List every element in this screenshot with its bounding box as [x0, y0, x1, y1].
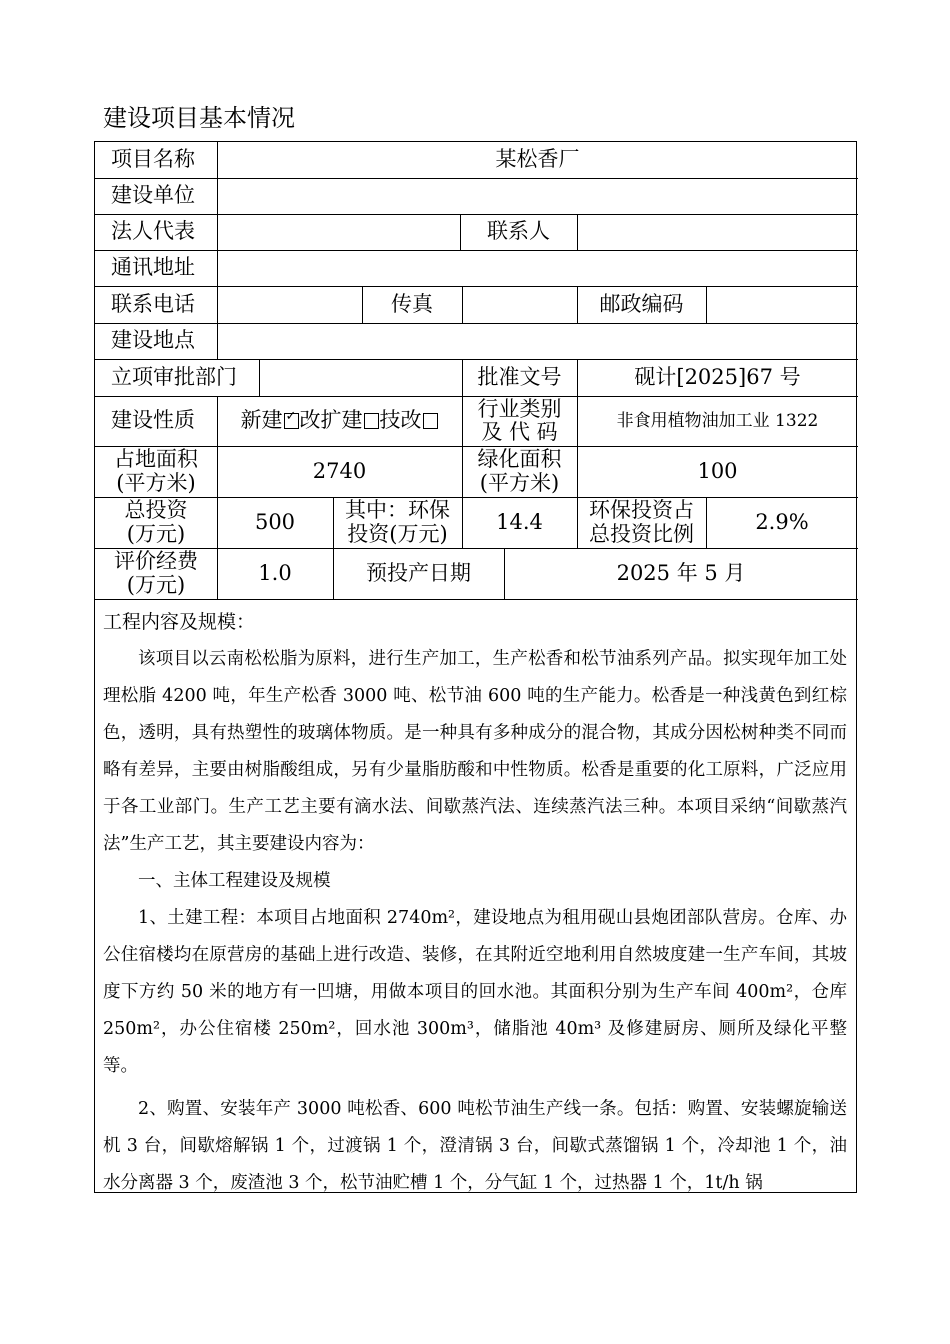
nature-expand-checkbox[interactable] — [364, 413, 379, 429]
project-name-label: 项目名称 — [111, 147, 195, 172]
industry-label — [462, 396, 577, 446]
approval-no-label: 批准文号 — [477, 364, 562, 389]
approval-dept-label: 立项审批部门 — [111, 364, 237, 389]
env-ratio-label-line2: 总投资比例 — [589, 521, 694, 546]
start-date-value: 2025 年 5 月 — [616, 560, 746, 585]
phone-label: 联系电话 — [111, 291, 195, 316]
area-label — [95, 446, 217, 497]
invest-label-line1: 总投资 — [124, 498, 188, 523]
content-paragraph-equipment: 2、购置、安装年产 3000 吨松香、600 吨松节油生产线一条。包括：购置、安装螺旋输送机 3 台，间歇熔解锅 1 个，过渡锅 1 个，澄清锅 3 台，间歇式蒸馏锅 1 个，冷却池 1 个，油水分离器 3 个，废渣池 3 个，松节油贮槽 1 个，分气缸 1 个，过热器 1 个，1t/h 锅 — [103, 1099, 847, 1193]
legal-rep-label: 法人代表 — [111, 219, 195, 244]
area-value: 2740 — [312, 458, 367, 483]
green-value: 100 — [697, 458, 738, 483]
eval-fee-label — [95, 548, 217, 599]
col-divider — [706, 286, 707, 323]
env-ratio-label — [577, 497, 706, 548]
content-heading: 工程内容及规模： — [103, 611, 256, 633]
start-date-label: 预投产日期 — [366, 560, 471, 585]
content-section-heading: 一、主体工程建设及规模 — [138, 871, 331, 891]
contact-label: 联系人 — [487, 219, 550, 244]
invest-value: 500 — [254, 509, 296, 534]
env-ratio-label-line1: 环保投资占 — [589, 498, 694, 523]
nature-expand-label: 改扩建 — [299, 408, 363, 433]
nature-new-checkbox[interactable] — [284, 413, 299, 429]
page-title: 建设项目基本情况 — [103, 104, 295, 132]
col-divider — [259, 359, 260, 396]
project-content — [103, 604, 847, 1202]
nature-label: 建设性质 — [111, 408, 195, 433]
env-invest-label — [333, 497, 462, 548]
env-invest-value: 14.4 — [496, 509, 543, 534]
invest-label — [95, 497, 217, 548]
env-ratio-value: 2.9% — [755, 509, 809, 534]
env-invest-label-line2: 投资(万元) — [347, 521, 448, 546]
invest-label-line2: (万元) — [126, 521, 186, 546]
green-label-line1: 绿化面积 — [477, 447, 562, 472]
eval-fee-label-line1: 评价经费 — [114, 549, 198, 574]
col-divider — [462, 286, 463, 323]
builder-label: 建设单位 — [111, 183, 195, 208]
project-name-value: 某松香厂 — [495, 147, 580, 172]
industry-value: 非食用植物油加工业 1322 — [616, 410, 819, 431]
row-divider — [95, 599, 858, 600]
address-label: 通讯地址 — [111, 255, 195, 280]
nature-tech-label: 技改 — [379, 408, 422, 433]
area-label-line2: (平方米) — [116, 470, 196, 495]
content-paragraph-intro: 该项目以云南松松脂为原料，进行生产加工，生产松香和松节油系列产品。拟实现年加工处理松脂 4200 吨，年生产松香 3000 吨、松节油 600 吨的生产能力。松香是一种浅黄色到红棕色，透明，具有热塑性的玻璃体物质。是一种具有多种成分的混合物，其成分因松树种类不同而略有差异，主要由树脂酸组成，另有少量脂肪酸和中性物质。松香是重要的化工原料，广泛应用于各工业部门。生产工艺主要有滴水法、间歇蒸汽法、连续蒸汽法三种。本项目采纳“间歇蒸汽法”生产工艺，其主要建设内容为： — [103, 649, 847, 854]
approval-no-value: 砚计[2025]67 号 — [634, 364, 801, 389]
industry-label-line1: 行业类别 — [477, 396, 562, 421]
green-label-line2: (平方米) — [479, 470, 560, 495]
postcode-label: 邮政编码 — [599, 291, 684, 316]
content-paragraph-civil: 1、土建工程：本项目占地面积 2740m²，建设地点为租用砚山县炮团部队营房。仓库、办公住宿楼均在原营房的基础上进行改造、装修，在其附近空地利用自然坡度建一生产车间，其坡度下方约 50 米的地方有一凹塘，用做本项目的回水池。其面积分别为生产车间 400m²，仓库 250m²，办公住宿楼 250m²，回水池 300m³，储脂池 40m³ 及修建厨房、厕所及绿化平整等。 — [103, 908, 847, 1076]
industry-label-line2: 及 代 码 — [481, 420, 558, 444]
green-label — [462, 446, 577, 497]
eval-fee-label-line2: (万元) — [126, 572, 186, 597]
nature-new-label: 新建 — [240, 408, 283, 433]
col-divider — [577, 214, 578, 250]
location-label: 建设地点 — [111, 328, 195, 353]
area-label-line1: 占地面积 — [114, 447, 198, 472]
eval-fee-value: 1.0 — [258, 560, 292, 585]
nature-options — [217, 396, 462, 446]
fax-label: 传真 — [391, 291, 433, 316]
nature-tech-checkbox[interactable] — [423, 413, 438, 429]
env-invest-label-line1: 其中：环保 — [345, 498, 450, 523]
